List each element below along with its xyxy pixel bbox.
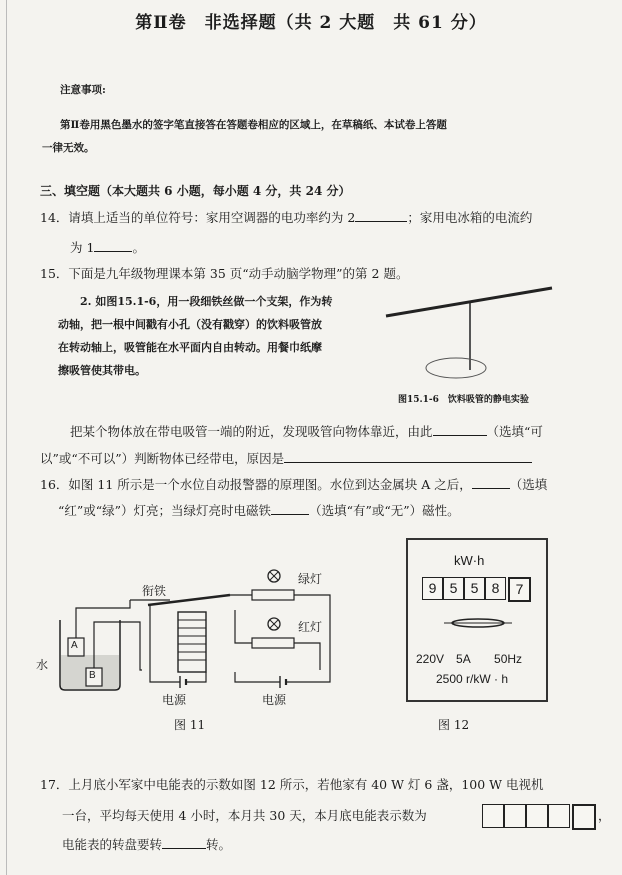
fig11-label-a: A — [71, 640, 78, 651]
figure-12-caption: 图 12 — [438, 718, 470, 732]
q15-intro: 15．下面是九年级物理课本第 35 页“动手动脑学物理”的第 2 题。 — [40, 266, 409, 281]
meter-spec-2: 2500 r/kW · h — [436, 672, 509, 686]
green-lamp-contact — [252, 590, 294, 600]
figure-15-1-6-caption: 图15.1-6 饮料吸管的静电实验 — [398, 395, 529, 405]
fig11-label-source-1: 电源 — [162, 693, 187, 707]
q14-blank-2[interactable] — [94, 239, 132, 252]
meter-digit-3: 5 — [464, 577, 485, 600]
q16-text-1b: （选填 — [509, 477, 548, 492]
electromagnet-coil — [178, 612, 206, 672]
q16-line-2 — [58, 501, 460, 519]
notes-body-line-2: 一律无效。 — [42, 142, 95, 154]
meter-rotating-disc-icon — [440, 612, 516, 634]
q14-text-2: 为 1 — [70, 240, 95, 255]
fig11-label-armature: 衔铁 — [142, 584, 167, 598]
q16-text-1: 16．如图 11 所示是一个水位自动报警器的原理图。水位到达金属块 A 之后， — [40, 477, 472, 492]
q17-blank-rotations[interactable] — [162, 836, 206, 849]
notes-body — [60, 110, 600, 141]
q17-line-1: 17．上月底小军家中电能表的示数如图 12 所示，若他家有 40 W 灯 6 盏，100 W 电视机 — [40, 777, 544, 792]
q15-blank-2[interactable] — [284, 450, 532, 463]
q17-text-3b: 转。 — [206, 837, 232, 852]
page-margin-line — [6, 0, 7, 875]
meter-digit-1: 9 — [422, 577, 443, 600]
meter-digit-2: 5 — [443, 577, 464, 600]
q15-q-text-1: 把某个物体放在带电吸管一端的附近，发现吸管向物体靠近，由此 — [70, 424, 433, 439]
fig11-label-source-2: 电源 — [262, 693, 287, 707]
q15-body-3: 在转动轴上，吸管能在水平面内自由转动。用餐巾纸摩 — [58, 341, 322, 354]
notes-heading: 注意事项: — [60, 84, 106, 96]
q16-text-2b: （选填“有”或“无”）磁性。 — [309, 503, 460, 518]
q15-question-line-2 — [40, 449, 532, 467]
support-base — [426, 358, 486, 378]
q16-blank-2[interactable] — [271, 502, 309, 515]
q16-line-1 — [40, 475, 547, 493]
figure-11-water-alarm-circuit — [30, 560, 385, 710]
q17-answer-box-1[interactable] — [482, 804, 504, 828]
q17-line-2 — [62, 806, 427, 824]
q15-body-1: 2. 如图15.1-6，用一段细铁丝做一个支架，作为转 — [80, 295, 333, 308]
meter-spec-1: 220V 5A 50Hz — [416, 652, 523, 666]
meter-digit-4: 8 — [485, 577, 506, 600]
meter-digit-5-decimal: 7 — [508, 577, 531, 602]
q15-body-2: 动轴，把一根中间戳有小孔（没有戳穿）的饮料吸管放 — [58, 318, 322, 331]
figure-15-1-6-straw — [380, 280, 560, 390]
q17-answer-box-3[interactable] — [526, 804, 548, 828]
q15-q-text-1b: （选填“可 — [486, 424, 543, 439]
q14-line-1 — [40, 208, 532, 226]
page-title: 第Ⅱ卷 非选择题（共 2 大题 共 61 分） — [135, 13, 487, 33]
q15-blank-1[interactable] — [433, 423, 487, 436]
q15-question-line-1 — [70, 422, 543, 440]
straw-line — [386, 288, 552, 316]
q15-q-text-2: 以”或“不可以”）判断物体已经带电，原因是 — [40, 451, 285, 466]
q17-text-2b: ， — [598, 808, 611, 823]
fig11-label-red-lamp: 红灯 — [298, 620, 323, 634]
fig11-label-b: B — [89, 670, 96, 681]
q14-blank-1[interactable] — [355, 209, 407, 222]
q14-text-1: 14．请填上适当的单位符号：家用空调器的电功率约为 2 — [40, 210, 356, 225]
q14-text-2b: 。 — [132, 240, 145, 255]
q17-text-3: 电能表的转盘要转 — [62, 837, 163, 852]
q16-blank-1[interactable] — [472, 476, 510, 489]
q17-line-3 — [62, 835, 231, 853]
q17-answer-box-5[interactable] — [572, 804, 596, 830]
fig11-label-green-lamp: 绿灯 — [298, 572, 323, 586]
q15-body-4: 擦吸管使其带电。 — [58, 364, 146, 377]
q15-quoted-problem — [58, 290, 388, 382]
fig11-label-water: 水 — [36, 658, 49, 672]
red-lamp-contact — [252, 638, 294, 648]
section-3-heading: 三、填空题（本大题共 6 小题，每小题 4 分，共 24 分） — [40, 184, 351, 198]
meter-unit: kW·h — [454, 553, 485, 568]
q16-text-2: “红”或“绿”）灯亮；当绿灯亮时电磁铁 — [58, 503, 272, 518]
q14-line-2 — [70, 238, 145, 256]
q14-text-1b: ；家用电冰箱的电流约 — [407, 210, 533, 225]
figure-11-caption: 图 11 — [174, 718, 206, 732]
q17-text-2: 一台，平均每天使用 4 小时，本月共 30 天，本月底电能表示数为 — [62, 808, 427, 823]
q17-answer-box-2[interactable] — [504, 804, 526, 828]
notes-body-line-1: 第Ⅱ卷用黑色墨水的签字笔直接答在答题卷相应的区域上，在草稿纸、本试卷上答题 — [60, 119, 447, 131]
q17-answer-box-4[interactable] — [548, 804, 570, 828]
